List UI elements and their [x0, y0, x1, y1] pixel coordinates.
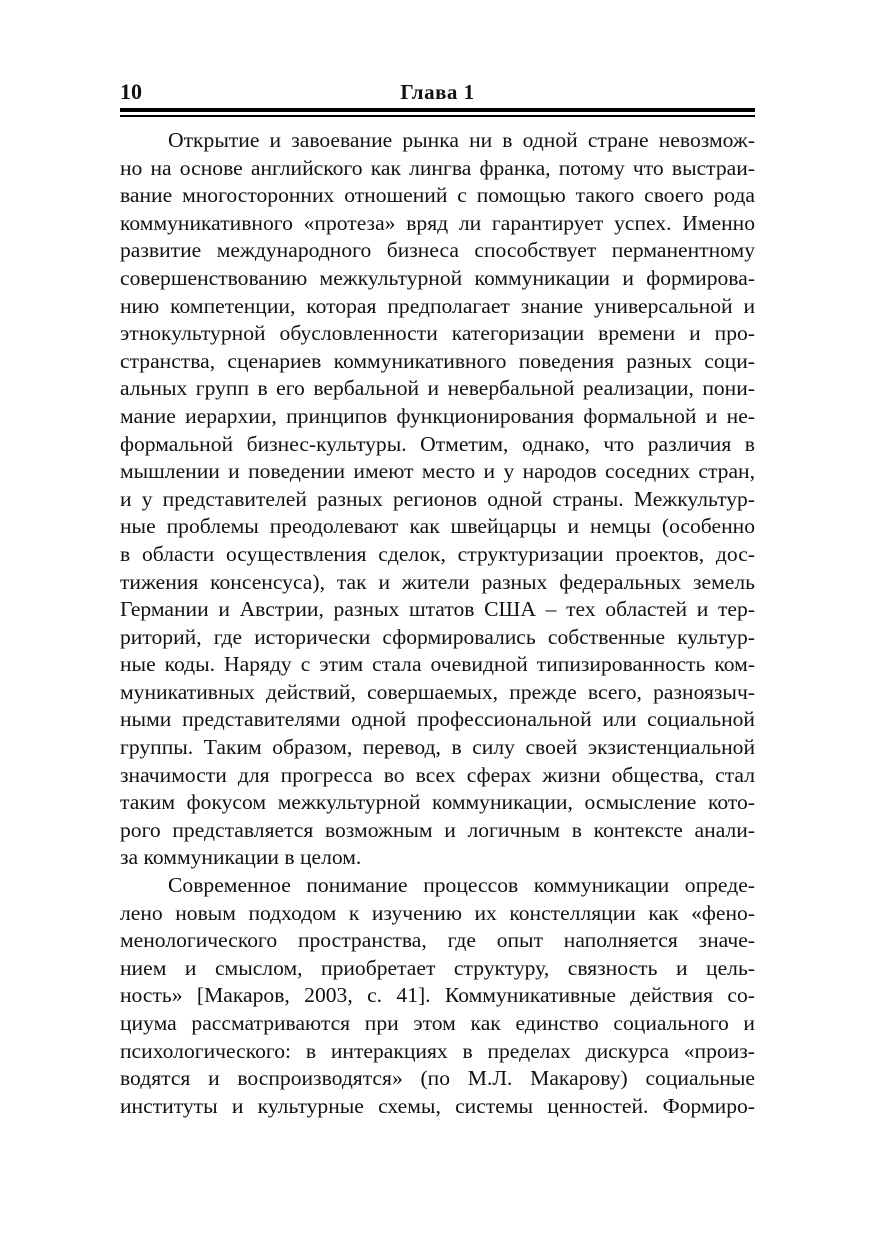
- page-number: 10: [120, 79, 142, 104]
- text-line: мышлении и поведении имеют место и у народов соседних стран,: [120, 459, 755, 484]
- header-rule-thin: [120, 115, 755, 117]
- text-line: менологического пространства, где опыт наполняется значе-: [120, 928, 755, 953]
- running-header: [120, 76, 755, 108]
- text-line: мание иерархии, принципов функционирования формальной и не-: [120, 403, 755, 428]
- text-line: нию компетенции, которая предполагает знание универсальной и: [120, 293, 755, 318]
- body-text: [120, 127, 755, 1120]
- text-line: ные коды. Наряду с этим стала очевидной типизированность ком-: [120, 652, 755, 677]
- text-line: Открытие и завоевание рынка ни в одной стране невозмож-: [168, 128, 755, 152]
- text-line: лено новым подходом к изучению их констелляции как «фено-: [120, 900, 755, 925]
- text-line: рого представляется возможным и логичным в контексте анали-: [120, 817, 755, 842]
- text-line: вание многосторонних отношений с помощью такого своего рода: [120, 183, 755, 208]
- text-line: ными представителями одной профессиональной или социальной: [120, 707, 755, 732]
- text-line: таким фокусом межкультурной коммуникации, осмысление кото-: [120, 790, 755, 815]
- text-line: альных групп в его вербальной и невербальной реализации, пони-: [120, 376, 755, 401]
- text-line: тижения консенсуса), так и жители разных федеральных земель: [120, 569, 755, 594]
- text-line: развитие международного бизнеса способствует перманентному: [120, 238, 755, 263]
- text-line: формальной бизнес-культуры. Отметим, однако, что различия в: [120, 431, 755, 456]
- text-line: Современное понимание процессов коммуникации опреде-: [168, 873, 755, 898]
- chapter-title: Глава 1: [400, 80, 475, 104]
- text-line: совершенствованию межкультурной коммуникации и формирова-: [120, 265, 755, 290]
- text-line: коммуникативного «протеза» вряд ли гарантирует успех. Именно: [120, 210, 755, 235]
- text-line: ные проблемы преодолевают как швейцарцы и немцы (особенно: [120, 514, 755, 539]
- text-line: циума рассматриваются при этом как единство социального и: [120, 1011, 755, 1035]
- text-line: странства, сценариев коммуникативного поведения разных соци-: [120, 348, 755, 373]
- text-line: значимости для прогресса во всех сферах жизни общества, стал: [120, 762, 755, 787]
- text-line: муникативных действий, совершаемых, прежде всего, разноязыч-: [120, 679, 755, 704]
- text-line: риторий, где исторически сформировались собственные культур-: [120, 624, 755, 649]
- paragraph: [120, 127, 755, 872]
- text-line: институты и культурные схемы, системы ценностей. Формиро-: [120, 1093, 755, 1118]
- text-line: но на основе английского как лингва франка, потому что выстраи-: [120, 155, 755, 180]
- text-line: водятся и воспроизводятся» (по М.Л. Макарову) социальные: [120, 1066, 755, 1091]
- header-rule-thick: [120, 108, 755, 112]
- text-line: и у представителей разных регионов одной страны. Межкультур-: [120, 486, 755, 511]
- text-line: в области осуществления сделок, структуризации проектов, дос-: [120, 541, 755, 566]
- text-line: ность» [Макаров, 2003, с. 41]. Коммуникативные действия со-: [120, 983, 755, 1008]
- text-line: Германии и Австрии, разных штатов США – тех областей и тер-: [120, 597, 755, 622]
- text-line: за коммуникации в целом.: [120, 845, 362, 870]
- text-line: психологического: в интеракциях в пределах дискурса «произ-: [120, 1038, 755, 1063]
- text-line: нием и смыслом, приобретает структуру, связность и цель-: [120, 955, 755, 980]
- text-line: группы. Таким образом, перевод, в силу своей экзистенциальной: [120, 735, 755, 760]
- text-line: этнокультурной обусловленности категоризации времени и про-: [120, 321, 755, 346]
- paragraph: [120, 872, 755, 1120]
